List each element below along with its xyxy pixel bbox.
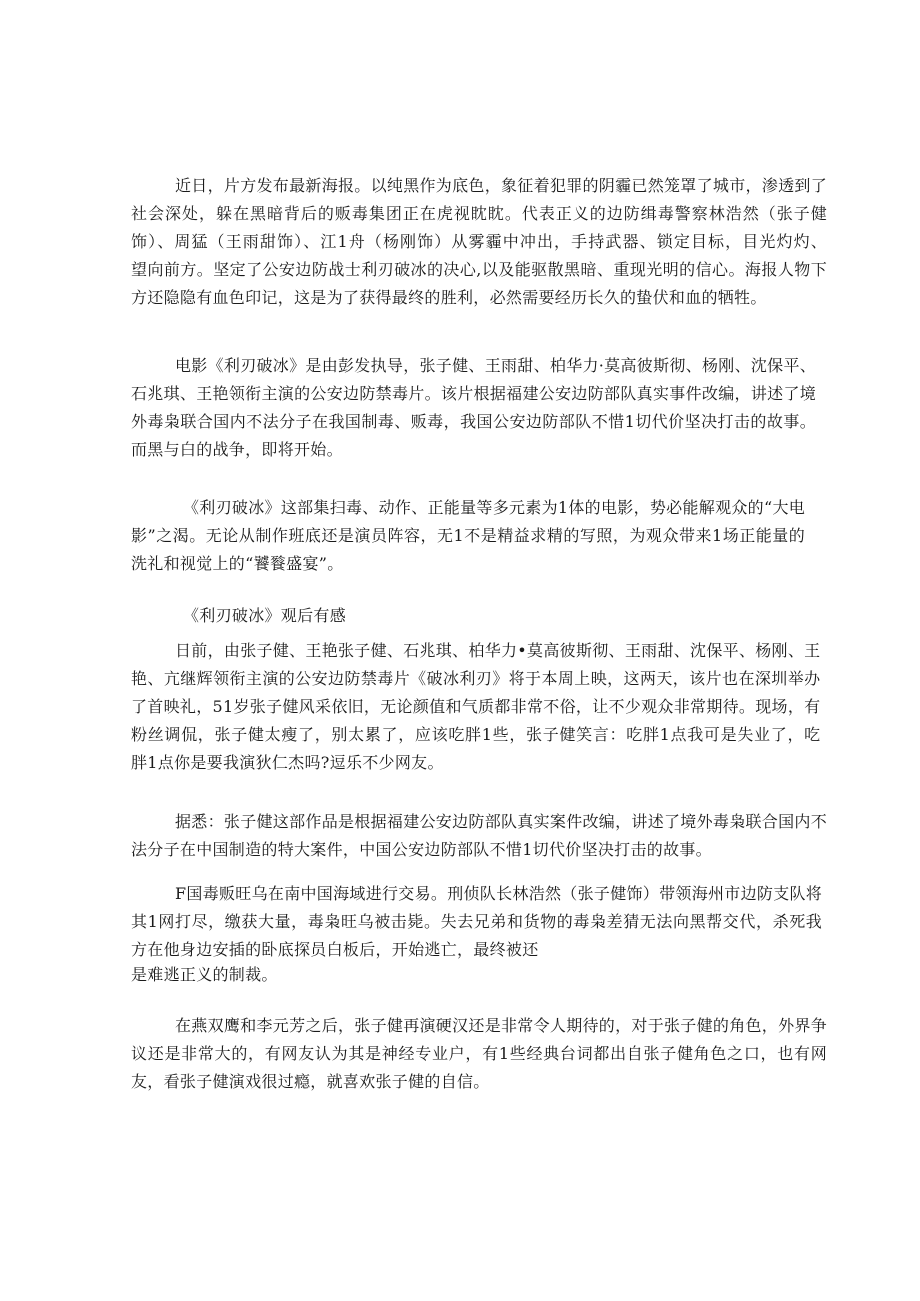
paragraph-film-elements [131, 494, 805, 578]
text-line: 方还隐隐有血色印记，这是为了获得最终的胜利，必然需要经历长久的蛰伏和血的牺牲。 [131, 288, 767, 307]
text-line: 其1网打尽，缴获大量，毒枭旺乌被击毙。失去兄弟和货物的毒枭差猜无法向黑帮交代，杀死我 [131, 912, 823, 931]
text-line: 了首映礼，51岁张子健风采依旧，无论颜值和气质都非常不俗，让不少观众非常期待。现场，有 [131, 697, 821, 716]
text-line: 石兆琪、王艳领衔主演的公安边防禁毒片。该片根据福建公安边防部队真实事件改编，讲述了境 [131, 384, 817, 403]
text-line: F国毒贩旺乌在南中国海域进行交易。刑侦队长林浩然（张子健饰）带领海州市边防支队将 [175, 884, 823, 903]
paragraph-reception [131, 1012, 827, 1096]
text-line: 是难逃正义的制裁。 [131, 965, 278, 984]
text-line: 议还是非常大的，有网友认为其是神经专业户，有1些经典台词都出自张子健角色之口，也有网 [131, 1044, 828, 1063]
text-line: 而黑与白的战争，即将开始。 [131, 440, 343, 459]
paragraph-premiere [131, 637, 820, 777]
text-line: 社会深处，躲在黑暗背后的贩毒集团正在虎视眈眈。代表正义的边防缉毒警察林浩然（张子健 [131, 204, 828, 223]
text-line: 望向前方。坚定了公安边防战士利刃破冰的决心,以及能驱散黑暗、重现光明的信心。海报人物下 [131, 260, 828, 279]
text-line: 影”之渴。无论从制作班底还是演员阵容，无1不是精益求精的写照，为观众带来1场正能量的 [131, 526, 806, 545]
text-line: 友，看张子健演戏很过瘾，就喜欢张子健的自信。 [131, 1072, 490, 1091]
paragraph-plot [131, 880, 822, 986]
section-heading [131, 602, 346, 630]
text-line: 粉丝调侃，张子健太瘦了，别太累了，应该吃胖1些，张子健笑言：吃胖1点我可是失业了，吃 [131, 725, 821, 744]
text-line: 电影《利刃破冰》是由彭发执导，张子健、王雨甜、柏华力·莫高彼斯彻、杨刚、沈保平、 [175, 356, 817, 375]
text-line: 日前，由张子健、王艳张子健、石兆琪、柏华力•莫高彼斯彻、王雨甜、沈保平、杨刚、王 [175, 641, 821, 660]
paragraph-source-case [131, 808, 827, 864]
text-line: 近日，片方发布最新海报。以纯黑作为底色，象征着犯罪的阴霾已然笼罩了城市，渗透到了 [175, 176, 828, 195]
text-line: 据悉：张子健这部作品是根据福建公安边防部队真实案件改编，讲述了境外毒枭联合国内不 [175, 812, 828, 831]
text-line: 艳、亢继辉领衔主演的公安边防禁毒片《破冰利刃》将于本周上映，这两天，该片也在深圳举办 [131, 669, 821, 688]
text-line: 《利刃破冰》这部集扫毒、动作、正能量等多元素为1体的电影，势必能解观众的“大电 [183, 498, 806, 517]
text-line: 洗礼和视觉上的“饕餮盛宴”。 [131, 554, 344, 573]
paragraph-film-intro [131, 352, 816, 464]
text-line: 在燕双鹰和李元芳之后，张子健再演硬汉还是非常令人期待的，对于张子健的角色，外界争 [175, 1016, 828, 1035]
section-title: 《利刃破冰》观后有感 [183, 606, 347, 625]
text-line: 方在他身边安插的卧底探员白板后，开始逃亡，最终被还 [131, 940, 539, 959]
paragraph-poster-release [131, 172, 827, 312]
text-line: 胖1点你是要我演狄仁杰吗?逗乐不少网友。 [131, 753, 444, 772]
text-line: 外毒枭联合国内不法分子在我国制毒、贩毒，我国公安边防部队不惜1切代价坚决打击的故事。 [131, 412, 817, 431]
text-line: 饰）、周猛（王雨甜饰）、江1舟（杨刚饰）从雾霾中冲出，手持武器、锁定目标，目光灼灼、 [131, 232, 828, 251]
text-line: 法分子在中国制造的特大案件，中国公安边防部队不惜1切代价坚决打击的故事。 [131, 840, 712, 859]
